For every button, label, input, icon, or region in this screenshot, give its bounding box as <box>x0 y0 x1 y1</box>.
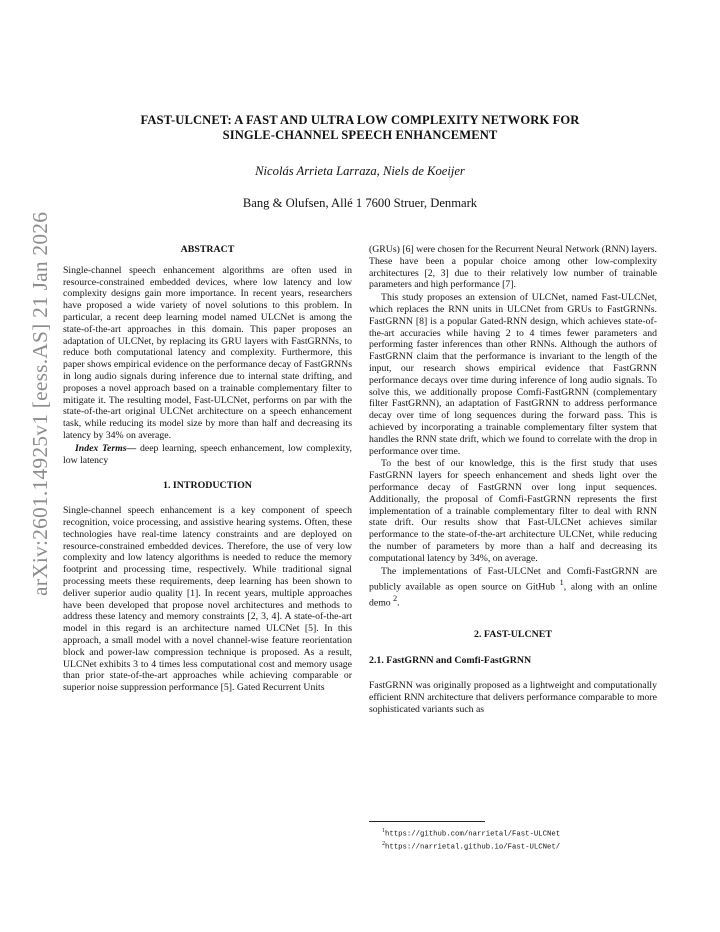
section-2-paragraph-1: FastGRNN was originally proposed as a lightweight and computationally efficient RNN architecture that delivers performance comparable to more sophisticated variants such as <box>369 680 657 715</box>
paper-title <box>60 113 660 143</box>
footnote-1[interactable] <box>382 826 662 839</box>
index-terms-label: Index Terms— <box>75 442 137 454</box>
index-terms-text: deep learning, speech enhancement, low complexity, low latency <box>63 442 352 466</box>
footnote-divider <box>369 821 485 822</box>
introduction-heading: 1. INTRODUCTION <box>163 480 252 492</box>
intro-paragraph-2: This study proposes an extension of ULCNet, named Fast-ULCNet, which replaces the RNN units in ULCNet from GRUs to FastGRNNs. FastGRNN [8] is a popular Gated-RNN design, which achieves state-of-the-art accuracies while having 2 to 4 times fewer parameters and performing faster inferences than other RNNs. Although the authors of FastGRNN claim that the performance is invariant to the length of the input, our research shows empirical evidence that FastGRNN performance decays over time during inference of long audio signals. To solve this, we additionally propose Comfi-FastGRNN (complementary filter FastGRNN), an adaptation of FastGRNN to address performance decay over time of long sequences during the forward pass. This is achieved by incorporating a trainable complementary filter system that handles the RNN state drift, which we found to correlate with the drop in performance over time. <box>369 292 657 457</box>
arxiv-identifier: arXiv:2601.14925v1 [eess.AS] 21 Jan 2026 <box>28 211 52 596</box>
intro-paragraph-3: To the best of our knowledge, this is the first study that uses FastGRNN layers for speech enhancement and sheds light over the performance decay of FastGRNN over long input sequences. Additionally, the proposal of Comfi-FastGRNN represents the first implementation of a trainable complementary filter to deal with RNN state drift. Our results show that Fast-ULCNet achieves similar performance to the state-of-the-art architecture ULCNet, while reducing the number of parameters by more than a half and decreasing its computational latency by 34%, on average. <box>369 458 657 564</box>
right-column <box>369 244 657 716</box>
footnote-mark-1: 1 <box>382 828 385 834</box>
intro-paragraph-1: Single-channel speech enhancement is a key component of speech recognition, voice processing, and assistive hearing systems. Often, these technologies have real-time latency constraints and are deployed on resource-constrained embedded devices. Therefore, the use of very low complexity and low latency algorithms is needed to reduce the memory footprint and processing time, respectively. While traditional signal processing meets these requirements, deep learning has been shown to deliver superior audio quality [1]. In recent years, multiple approaches have been developed that propose novel architectures and methods to address these latency and memory constraints [2, 3, 4]. A state-of-the-art model in this regard is an architecture named ULCNet [5]. In this approach, a small model with a novel channel-wise feature reorientation block and power-law compression technique is proposed. As a result, ULCNet exhibits 3 to 4 times less computational cost and memory usage than prior state-of-the-art approaches while achieving comparable or superior noise suppression performance [5]. Gated Recurrent Units <box>63 505 352 694</box>
index-terms <box>63 443 352 467</box>
affiliation: Bang & Olufsen, Allé 1 7600 Struer, Denmark <box>242 196 478 210</box>
footnote-ref-2[interactable]: 2 <box>393 594 398 604</box>
authors: Nicolás Arrieta Larraza, Niels de Koeijer <box>255 164 465 178</box>
p4-text: The implementations of Fast-ULCNet and Comfi-FastGRNN are publicly available as open source on GitHub <box>369 565 657 593</box>
footnote-link-1[interactable]: https://github.com/narrietal/Fast-ULCNet <box>385 830 561 839</box>
abstract-heading: ABSTRACT <box>180 244 235 255</box>
footnotes <box>382 826 662 853</box>
p4-mid: , along with an online demo <box>369 581 657 609</box>
left-column <box>63 244 352 695</box>
intro-paragraph-4 <box>369 566 657 610</box>
p4-end: . <box>397 597 400 609</box>
footnote-mark-2: 2 <box>382 841 385 848</box>
footnote-2[interactable] <box>382 839 662 852</box>
section-2-heading: 2. FAST-ULCNET <box>474 629 552 641</box>
footnote-ref-1[interactable]: 1 <box>559 578 564 588</box>
footnote-link-2[interactable]: https://narrietal.github.io/Fast-ULCNet/ <box>385 843 561 852</box>
intro-paragraph-1-continued: (GRUs) [6] were chosen for the Recurrent Neural Network (RNN) layers. These have been a popular choice among other low-complexity architectures [2, 3] due to their relatively low number of trainable parameters and high performance [7]. <box>369 244 657 291</box>
title-line-1: FAST-ULCNET: A FAST AND ULTRA LOW COMPLEXITY NETWORK FOR <box>140 113 580 127</box>
subsection-2-1-heading: 2.1. FastGRNN and Comfi-FastGRNN <box>369 655 532 667</box>
abstract-text: Single-channel speech enhancement algorithms are often used in resource-constrained embedded devices, where low latency and low complexity designs gain more importance. In recent years, researchers have proposed a wide variety of novel solutions to this problem. In particular, a recent deep learning model named ULCNet is among the state-of-the-art approaches in this domain. This paper proposes an adaptation of ULCNet, by replacing its GRU layers with FastGRNNs, to reduce both computational latency and complexity. Furthermore, this paper shows empirical evidence on the performance decay of FastGRNNs in long audio signals during inference due to internal state drifting, and proposes a novel approach based on a trainable complementary filter to mitigate it. The resulting model, Fast-ULCNet, performs on par with the state-of-the-art original ULCNet architecture on a speech enhancement task, while reducing its model size by more than half and decreasing its latency by 34% on average. <box>63 264 352 441</box>
title-line-2: SINGLE-CHANNEL SPEECH ENHANCEMENT <box>222 128 498 142</box>
